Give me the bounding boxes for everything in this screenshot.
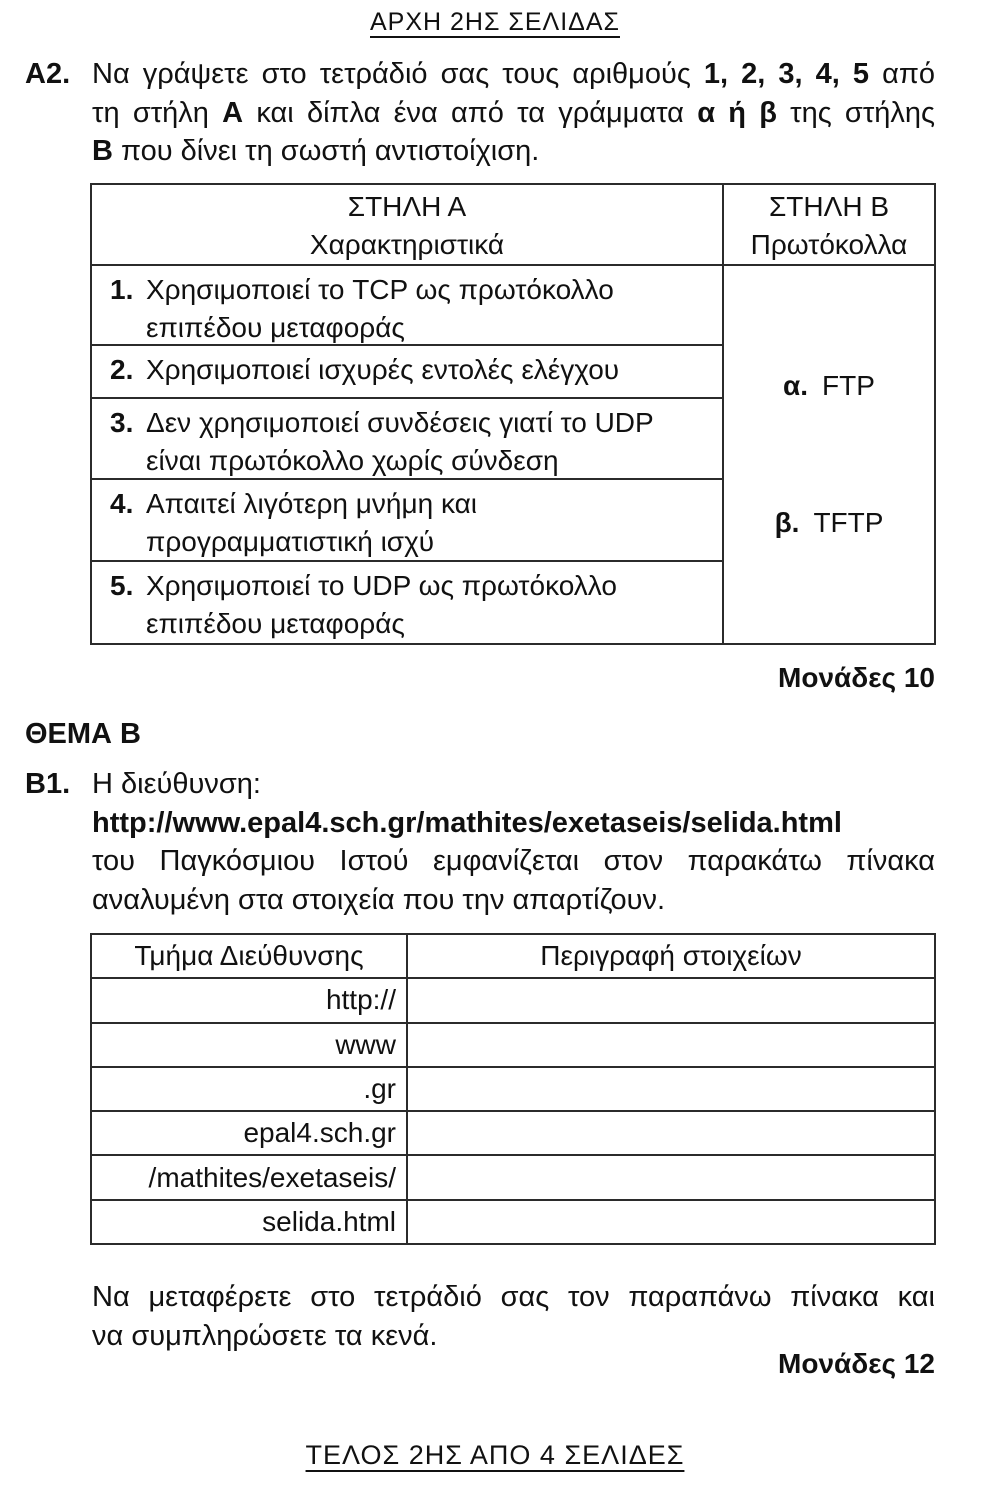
text-line: Χρησιμοποιεί ισχυρές εντολές ελέγχου	[146, 354, 620, 385]
description-cell	[408, 1201, 934, 1243]
column-a-title: ΣΤΗΛΗ Α	[347, 191, 467, 222]
text-line: Απαιτεί λιγότερη μνήμη και	[146, 488, 478, 519]
table-row	[92, 266, 722, 346]
option-letter: α.	[783, 370, 809, 402]
option-name: TFTP	[813, 506, 884, 538]
table-row	[92, 1112, 934, 1156]
row-text	[146, 404, 716, 478]
row-number: 2.	[110, 354, 134, 385]
text-line: αναλυμένη στα στοιχεία που την απαρτίζουν.	[92, 884, 666, 917]
column-b-options	[724, 266, 934, 643]
text-segment: της στήλης	[776, 96, 936, 129]
description-cell	[408, 1156, 934, 1198]
closing-instruction	[92, 1278, 935, 1355]
table-row	[92, 979, 934, 1023]
table-row	[92, 1024, 934, 1068]
page-header: ΑΡΧΗ 2ΗΣ ΣΕΛΙΔΑΣ	[370, 8, 620, 36]
text-segment: α ή β	[697, 96, 777, 129]
text-line: να συμπληρώσετε τα κενά.	[92, 1319, 438, 1352]
matching-table-column-a	[92, 185, 722, 643]
url-part-cell: epal4.sch.gr	[92, 1112, 408, 1154]
url-line: http://www.epal4.sch.gr/mathites/exetaseis/selida.html	[92, 806, 842, 839]
url-part-cell: selida.html	[92, 1201, 408, 1243]
question-b1-label: Β1.	[25, 768, 71, 800]
header-cell-part: Τμήμα Διεύθυνσης	[92, 935, 408, 977]
table-row	[92, 1156, 934, 1200]
text-line	[92, 94, 935, 133]
text-segment: Α	[222, 96, 244, 129]
table-row	[92, 1068, 934, 1112]
page-footer: ΤΕΛΟΣ 2ΗΣ ΑΠΟ 4 ΣΕΛΙΔΕΣ	[305, 1440, 685, 1470]
row-text	[146, 271, 716, 344]
column-a-header	[92, 185, 722, 266]
column-a-subtitle: Χαρακτηριστικά	[309, 229, 505, 260]
option-name: FTP	[822, 370, 875, 402]
description-cell	[408, 1112, 934, 1154]
row-text	[146, 567, 716, 643]
points-b1: Μονάδες 12	[778, 1348, 935, 1379]
column-b-subtitle: Πρωτόκολλα	[750, 229, 908, 260]
table-row	[92, 399, 722, 480]
matching-table	[90, 183, 936, 645]
text-line	[92, 132, 935, 171]
question-a2-text	[92, 55, 935, 171]
option-ftp	[783, 370, 875, 402]
question-a2-label: Α2.	[25, 58, 71, 90]
description-cell	[408, 1068, 934, 1110]
text-line: Η διεύθυνση:	[92, 768, 261, 800]
text-segment: από	[869, 58, 935, 90]
row-number: 5.	[110, 570, 134, 601]
column-b-header	[724, 185, 934, 266]
table-row	[92, 562, 722, 643]
url-part-cell: http://	[92, 979, 408, 1021]
text-line: προγραμματιστική ισχύ	[146, 526, 435, 557]
option-letter: β.	[774, 506, 800, 538]
url-part-cell: .gr	[92, 1068, 408, 1110]
row-text	[146, 351, 716, 397]
table-row	[92, 346, 722, 399]
text-segment: Β	[92, 135, 113, 168]
table-row	[92, 480, 722, 562]
text-line: είναι πρωτόκολλο χωρίς σύνδεση	[146, 445, 559, 476]
column-b-title: ΣΤΗΛΗ Β	[768, 191, 889, 222]
header-cell-description: Περιγραφή στοιχείων	[540, 940, 802, 972]
text-line	[92, 55, 935, 94]
thema-b-heading: ΘΕΜΑ Β	[25, 718, 141, 750]
matching-table-column-b	[722, 185, 934, 643]
description-cell	[408, 979, 934, 1021]
table-header-row	[92, 935, 934, 979]
url-parts-table	[90, 933, 936, 1245]
text-segment: 1, 2, 3, 4, 5	[703, 58, 870, 90]
table-row	[92, 1201, 934, 1243]
row-text	[146, 485, 716, 560]
text-segment: που δίνει τη σωστή αντιστοίχιση.	[112, 135, 540, 168]
text-line: Χρησιμοποιεί το TCP ως πρωτόκολλο	[146, 274, 614, 305]
text-line: Δεν χρησιμοποιεί συνδέσεις γιατί το UDP	[146, 407, 654, 438]
row-number: 1.	[110, 274, 134, 305]
url-part-cell: www	[92, 1024, 408, 1066]
url-part-cell: /mathites/exetaseis/	[92, 1156, 408, 1198]
text-line: Χρησιμοποιεί το UDP ως πρωτόκολλο	[146, 570, 617, 601]
row-number: 3.	[110, 407, 134, 438]
text-line: επιπέδου μεταφοράς	[146, 312, 405, 343]
text-line: Να μεταφέρετε στο τετράδιό σας τον παραπάνω πίνακα και	[92, 1281, 935, 1313]
text-line: επιπέδου μεταφοράς	[146, 608, 405, 639]
points-a2: Μονάδες 10	[778, 662, 935, 693]
text-line: του Παγκόσμιου Ιστού εμφανίζεται στον παρακάτω πίνακα	[92, 845, 935, 878]
option-tftp	[775, 507, 884, 539]
text-segment: τη στήλη	[92, 96, 223, 129]
row-number: 4.	[110, 488, 134, 519]
question-b1-text	[92, 765, 935, 920]
text-segment: και δίπλα ένα από τα γράμματα	[243, 96, 698, 129]
description-cell	[408, 1024, 934, 1066]
text-segment: Να γράψετε στο τετράδιό σας τους αριθμούς	[92, 58, 704, 90]
